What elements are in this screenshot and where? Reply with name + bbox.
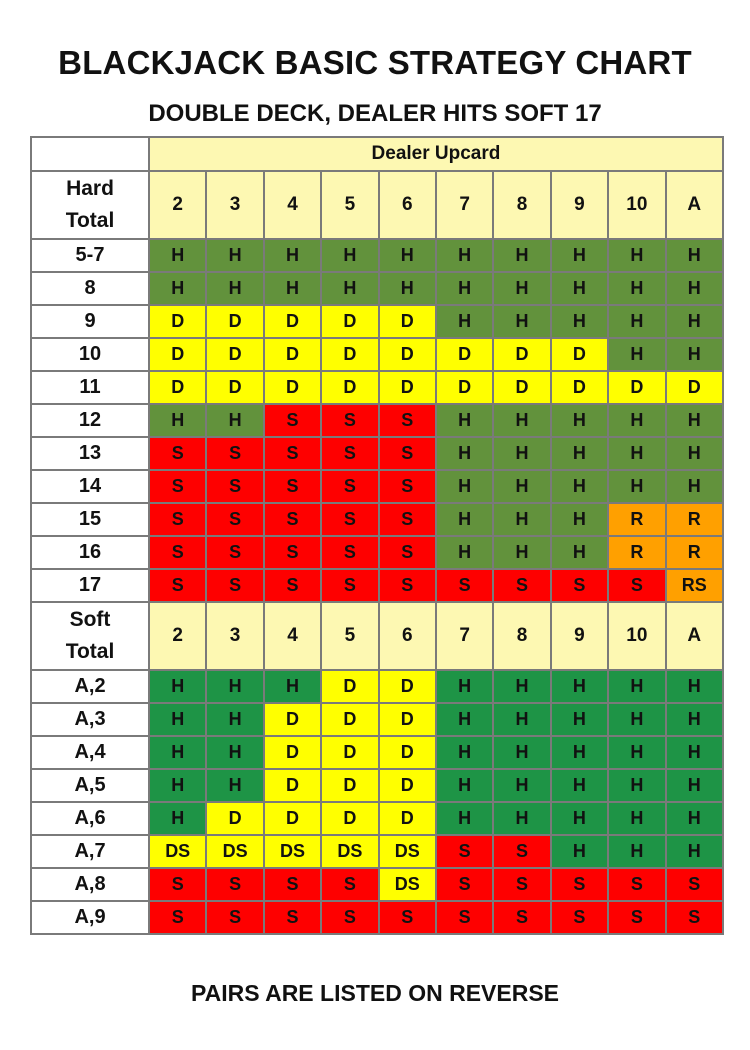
- action-cell: D: [551, 338, 608, 371]
- action-cell: S: [264, 868, 321, 901]
- action-cell: H: [666, 736, 723, 769]
- action-cell: D: [206, 338, 263, 371]
- action-cell: H: [666, 305, 723, 338]
- action-cell: S: [264, 404, 321, 437]
- action-cell: S: [493, 868, 550, 901]
- action-cell: S: [206, 901, 263, 934]
- action-cell: S: [264, 536, 321, 569]
- action-cell: H: [149, 703, 206, 736]
- dealer-header-row: [31, 137, 723, 171]
- action-cell: H: [264, 272, 321, 305]
- action-cell: S: [321, 569, 378, 602]
- action-cell: S: [149, 437, 206, 470]
- dealer-upcard-header: Dealer Upcard: [149, 137, 723, 171]
- action-cell: S: [206, 536, 263, 569]
- action-cell: D: [379, 371, 436, 404]
- hard-row: [31, 305, 723, 338]
- upcard-hard: 3: [206, 171, 263, 239]
- action-cell: S: [493, 901, 550, 934]
- action-cell: S: [666, 868, 723, 901]
- action-cell: S: [379, 569, 436, 602]
- action-cell: D: [264, 305, 321, 338]
- action-cell: S: [436, 835, 493, 868]
- action-cell: H: [264, 239, 321, 272]
- action-cell: D: [666, 371, 723, 404]
- action-cell: S: [206, 470, 263, 503]
- row-label: A,3: [31, 703, 149, 736]
- soft-row: [31, 670, 723, 703]
- action-cell: H: [436, 272, 493, 305]
- action-cell: D: [493, 338, 550, 371]
- action-cell: DS: [264, 835, 321, 868]
- action-cell: H: [551, 670, 608, 703]
- upcard-soft: 5: [321, 602, 378, 670]
- action-cell: H: [436, 802, 493, 835]
- soft-row: [31, 769, 723, 802]
- hard-row: [31, 437, 723, 470]
- hard-total-header-row: [31, 171, 723, 239]
- upcard-soft: 3: [206, 602, 263, 670]
- hard-row: [31, 371, 723, 404]
- action-cell: H: [206, 404, 263, 437]
- action-cell: D: [206, 371, 263, 404]
- action-cell: D: [321, 670, 378, 703]
- hard-row: [31, 404, 723, 437]
- row-label: 5-7: [31, 239, 149, 272]
- action-cell: H: [551, 536, 608, 569]
- upcard-soft: 7: [436, 602, 493, 670]
- row-label: A,7: [31, 835, 149, 868]
- action-cell: H: [551, 769, 608, 802]
- action-cell: D: [321, 736, 378, 769]
- hard-row: [31, 272, 723, 305]
- chart-subtitle: DOUBLE DECK, DEALER HITS SOFT 17: [148, 100, 602, 127]
- action-cell: H: [493, 404, 550, 437]
- row-label: A,9: [31, 901, 149, 934]
- upcard-soft: 9: [551, 602, 608, 670]
- action-cell: S: [206, 868, 263, 901]
- action-cell: H: [608, 703, 665, 736]
- action-cell: S: [321, 503, 378, 536]
- action-cell: H: [608, 802, 665, 835]
- action-cell: D: [436, 338, 493, 371]
- action-cell: H: [436, 404, 493, 437]
- row-label: 9: [31, 305, 149, 338]
- row-label: A,2: [31, 670, 149, 703]
- chart-title: BLACKJACK BASIC STRATEGY CHART: [58, 44, 692, 81]
- action-cell: S: [436, 569, 493, 602]
- soft-row: [31, 901, 723, 934]
- action-cell: D: [149, 305, 206, 338]
- action-cell: S: [379, 470, 436, 503]
- action-cell: H: [551, 239, 608, 272]
- action-cell: D: [379, 802, 436, 835]
- action-cell: H: [149, 239, 206, 272]
- action-cell: S: [436, 901, 493, 934]
- action-cell: H: [493, 670, 550, 703]
- action-cell: H: [551, 272, 608, 305]
- hard-total-label: [31, 171, 149, 239]
- action-cell: H: [436, 437, 493, 470]
- action-cell: H: [206, 239, 263, 272]
- row-label: 14: [31, 470, 149, 503]
- action-cell: H: [608, 272, 665, 305]
- action-cell: S: [551, 901, 608, 934]
- action-cell: H: [551, 470, 608, 503]
- row-label: 15: [31, 503, 149, 536]
- action-cell: H: [666, 404, 723, 437]
- action-cell: S: [379, 404, 436, 437]
- action-cell: H: [206, 703, 263, 736]
- action-cell: H: [551, 703, 608, 736]
- soft-label-line2: Total: [65, 640, 115, 663]
- soft-row: [31, 835, 723, 868]
- soft-row: [31, 736, 723, 769]
- upcard-soft: 10: [608, 602, 665, 670]
- action-cell: S: [666, 901, 723, 934]
- action-cell: H: [206, 272, 263, 305]
- action-cell: S: [551, 868, 608, 901]
- action-cell: S: [264, 503, 321, 536]
- action-cell: H: [379, 239, 436, 272]
- action-cell: D: [551, 371, 608, 404]
- action-cell: S: [321, 470, 378, 503]
- action-cell: S: [149, 503, 206, 536]
- hard-row: [31, 569, 723, 602]
- upcard-soft: 4: [264, 602, 321, 670]
- action-cell: H: [666, 703, 723, 736]
- action-cell: D: [321, 338, 378, 371]
- action-cell: D: [206, 802, 263, 835]
- soft-label-line1: Soft: [69, 608, 111, 631]
- action-cell: D: [321, 371, 378, 404]
- action-cell: S: [608, 901, 665, 934]
- action-cell: H: [666, 272, 723, 305]
- action-cell: H: [493, 239, 550, 272]
- action-cell: S: [321, 868, 378, 901]
- action-cell: S: [493, 835, 550, 868]
- action-cell: DS: [379, 835, 436, 868]
- action-cell: S: [264, 437, 321, 470]
- action-cell: D: [264, 703, 321, 736]
- action-cell: RS: [666, 569, 723, 602]
- action-cell: H: [436, 305, 493, 338]
- action-cell: H: [493, 305, 550, 338]
- row-label: A,4: [31, 736, 149, 769]
- action-cell: H: [608, 239, 665, 272]
- hard-row: [31, 338, 723, 371]
- action-cell: H: [436, 703, 493, 736]
- action-cell: H: [264, 670, 321, 703]
- action-cell: H: [149, 802, 206, 835]
- action-cell: S: [149, 868, 206, 901]
- upcard-soft: A: [666, 602, 723, 670]
- action-cell: H: [149, 670, 206, 703]
- action-cell: H: [206, 769, 263, 802]
- action-cell: D: [436, 371, 493, 404]
- upcard-hard: 2: [149, 171, 206, 239]
- action-cell: H: [149, 736, 206, 769]
- corner-cell: [31, 137, 149, 171]
- row-label: 12: [31, 404, 149, 437]
- upcard-hard: 5: [321, 171, 378, 239]
- action-cell: H: [551, 503, 608, 536]
- action-cell: H: [608, 670, 665, 703]
- action-cell: H: [666, 437, 723, 470]
- action-cell: D: [321, 703, 378, 736]
- action-cell: S: [493, 569, 550, 602]
- action-cell: H: [149, 272, 206, 305]
- action-cell: S: [321, 901, 378, 934]
- action-cell: H: [551, 437, 608, 470]
- table-body: [31, 137, 723, 934]
- action-cell: H: [436, 736, 493, 769]
- action-cell: D: [206, 305, 263, 338]
- action-cell: DS: [379, 868, 436, 901]
- action-cell: S: [321, 404, 378, 437]
- action-cell: S: [551, 569, 608, 602]
- action-cell: R: [666, 503, 723, 536]
- action-cell: H: [551, 404, 608, 437]
- action-cell: H: [666, 338, 723, 371]
- action-cell: H: [608, 736, 665, 769]
- action-cell: S: [149, 901, 206, 934]
- action-cell: H: [608, 437, 665, 470]
- soft-row: [31, 802, 723, 835]
- action-cell: S: [379, 437, 436, 470]
- action-cell: D: [321, 305, 378, 338]
- hard-row: [31, 503, 723, 536]
- hard-row: [31, 239, 723, 272]
- action-cell: S: [206, 437, 263, 470]
- action-cell: H: [608, 404, 665, 437]
- action-cell: H: [493, 769, 550, 802]
- action-cell: H: [493, 470, 550, 503]
- action-cell: S: [436, 868, 493, 901]
- action-cell: D: [264, 769, 321, 802]
- upcard-soft: 8: [493, 602, 550, 670]
- soft-row: [31, 868, 723, 901]
- action-cell: S: [264, 569, 321, 602]
- upcard-hard: 8: [493, 171, 550, 239]
- action-cell: S: [264, 470, 321, 503]
- action-cell: D: [379, 736, 436, 769]
- action-cell: H: [608, 835, 665, 868]
- soft-total-header-row: [31, 602, 723, 670]
- row-label: 8: [31, 272, 149, 305]
- action-cell: H: [436, 239, 493, 272]
- action-cell: D: [321, 802, 378, 835]
- soft-row: [31, 703, 723, 736]
- row-label: 16: [31, 536, 149, 569]
- action-cell: S: [149, 470, 206, 503]
- action-cell: R: [666, 536, 723, 569]
- action-cell: D: [149, 338, 206, 371]
- action-cell: S: [206, 503, 263, 536]
- action-cell: DS: [206, 835, 263, 868]
- action-cell: H: [321, 272, 378, 305]
- action-cell: H: [321, 239, 378, 272]
- upcard-hard: 9: [551, 171, 608, 239]
- action-cell: H: [493, 536, 550, 569]
- row-label: 17: [31, 569, 149, 602]
- action-cell: D: [379, 703, 436, 736]
- action-cell: DS: [321, 835, 378, 868]
- hard-row: [31, 536, 723, 569]
- action-cell: S: [608, 569, 665, 602]
- row-label: 13: [31, 437, 149, 470]
- footer-note: PAIRS ARE LISTED ON REVERSE: [190, 980, 560, 1006]
- action-cell: S: [321, 437, 378, 470]
- upcard-soft: 2: [149, 602, 206, 670]
- action-cell: D: [264, 736, 321, 769]
- upcard-hard: 10: [608, 171, 665, 239]
- action-cell: D: [321, 769, 378, 802]
- action-cell: H: [493, 703, 550, 736]
- action-cell: S: [379, 536, 436, 569]
- action-cell: S: [608, 868, 665, 901]
- action-cell: H: [551, 802, 608, 835]
- action-cell: H: [436, 769, 493, 802]
- action-cell: H: [206, 670, 263, 703]
- row-label: 11: [31, 371, 149, 404]
- row-label: A,5: [31, 769, 149, 802]
- hard-label-line1: Hard: [66, 177, 114, 200]
- soft-total-label: [31, 602, 149, 670]
- action-cell: S: [149, 569, 206, 602]
- action-cell: H: [551, 835, 608, 868]
- action-cell: H: [666, 670, 723, 703]
- action-cell: H: [666, 239, 723, 272]
- action-cell: H: [666, 769, 723, 802]
- row-label: A,6: [31, 802, 149, 835]
- action-cell: S: [206, 569, 263, 602]
- action-cell: H: [666, 802, 723, 835]
- action-cell: S: [321, 536, 378, 569]
- strategy-table: [30, 136, 724, 935]
- action-cell: S: [379, 503, 436, 536]
- action-cell: D: [264, 802, 321, 835]
- hard-label-line2: Total: [65, 209, 115, 232]
- action-cell: H: [551, 736, 608, 769]
- action-cell: H: [206, 736, 263, 769]
- action-cell: H: [608, 769, 665, 802]
- action-cell: H: [493, 802, 550, 835]
- action-cell: H: [608, 338, 665, 371]
- action-cell: H: [666, 835, 723, 868]
- upcard-soft: 6: [379, 602, 436, 670]
- upcard-hard: 6: [379, 171, 436, 239]
- action-cell: H: [493, 503, 550, 536]
- action-cell: H: [379, 272, 436, 305]
- upcard-hard: A: [666, 171, 723, 239]
- action-cell: D: [264, 338, 321, 371]
- action-cell: D: [264, 371, 321, 404]
- action-cell: H: [608, 305, 665, 338]
- action-cell: H: [551, 305, 608, 338]
- action-cell: D: [379, 305, 436, 338]
- action-cell: D: [379, 670, 436, 703]
- action-cell: S: [149, 536, 206, 569]
- action-cell: R: [608, 536, 665, 569]
- row-label: A,8: [31, 868, 149, 901]
- action-cell: H: [149, 769, 206, 802]
- action-cell: H: [149, 404, 206, 437]
- action-cell: H: [493, 736, 550, 769]
- action-cell: D: [608, 371, 665, 404]
- action-cell: R: [608, 503, 665, 536]
- action-cell: H: [493, 272, 550, 305]
- action-cell: H: [436, 503, 493, 536]
- action-cell: H: [436, 470, 493, 503]
- upcard-hard: 7: [436, 171, 493, 239]
- action-cell: D: [379, 338, 436, 371]
- action-cell: H: [608, 470, 665, 503]
- action-cell: H: [666, 470, 723, 503]
- action-cell: D: [149, 371, 206, 404]
- upcard-hard: 4: [264, 171, 321, 239]
- action-cell: DS: [149, 835, 206, 868]
- action-cell: H: [493, 437, 550, 470]
- action-cell: D: [493, 371, 550, 404]
- action-cell: H: [436, 536, 493, 569]
- action-cell: D: [379, 769, 436, 802]
- action-cell: S: [379, 901, 436, 934]
- row-label: 10: [31, 338, 149, 371]
- action-cell: H: [436, 670, 493, 703]
- hard-row: [31, 470, 723, 503]
- action-cell: S: [264, 901, 321, 934]
